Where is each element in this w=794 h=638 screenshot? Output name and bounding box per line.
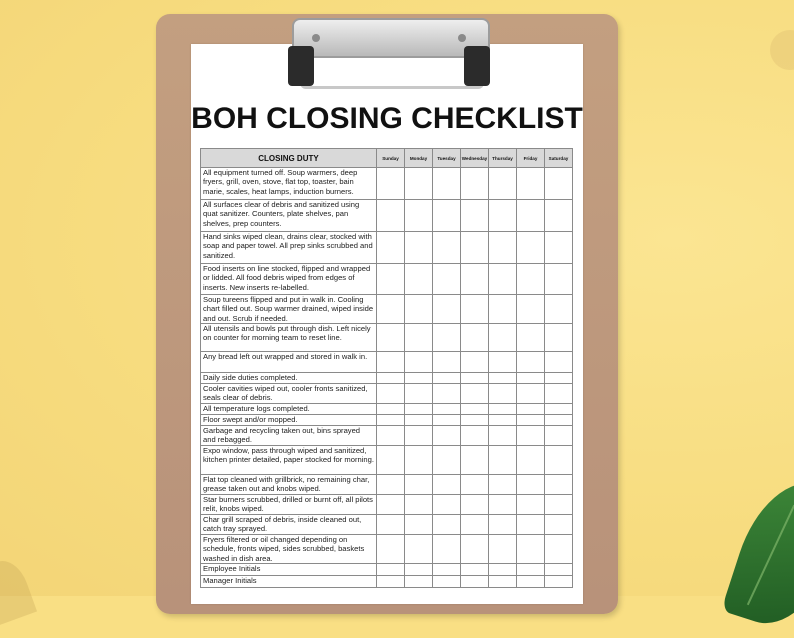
check-cell-saturday[interactable] <box>545 515 573 535</box>
check-cell-saturday[interactable] <box>545 324 573 352</box>
table-row <box>201 232 573 264</box>
check-cell-wednesday[interactable] <box>461 515 489 535</box>
check-cell-monday[interactable] <box>405 564 433 576</box>
table-row <box>201 446 573 475</box>
check-cell-thursday[interactable] <box>489 264 517 295</box>
check-cell-tuesday[interactable] <box>433 352 461 373</box>
check-cell-thursday[interactable] <box>489 515 517 535</box>
table-row <box>201 295 573 324</box>
day-header-saturday: Saturday <box>545 149 573 168</box>
check-cell-thursday[interactable] <box>489 576 517 588</box>
check-cell-tuesday[interactable] <box>433 564 461 576</box>
closing-duty-text: Star burners scrubbed, drilled or burnt off, all pilots relit, knobs wiped. <box>201 495 377 515</box>
day-header-friday: Friday <box>517 149 545 168</box>
check-cell-monday[interactable] <box>405 415 433 426</box>
check-cell-wednesday[interactable] <box>461 404 489 415</box>
check-cell-monday[interactable] <box>405 324 433 352</box>
check-cell-sunday[interactable] <box>377 200 405 232</box>
day-header-thursday: Thursday <box>489 149 517 168</box>
clip-rivet <box>312 34 320 42</box>
check-cell-thursday[interactable] <box>489 446 517 475</box>
check-cell-sunday[interactable] <box>377 535 405 564</box>
check-cell-thursday[interactable] <box>489 495 517 515</box>
table-row <box>201 426 573 446</box>
check-cell-monday[interactable] <box>405 200 433 232</box>
check-cell-thursday[interactable] <box>489 200 517 232</box>
check-cell-tuesday[interactable] <box>433 200 461 232</box>
closing-duty-text: Employee Initials <box>201 564 377 576</box>
check-cell-tuesday[interactable] <box>433 446 461 475</box>
table-row <box>201 168 573 200</box>
check-cell-sunday[interactable] <box>377 564 405 576</box>
closing-duty-text: Floor swept and/or mopped. <box>201 415 377 426</box>
check-cell-friday[interactable] <box>517 446 545 475</box>
check-cell-wednesday[interactable] <box>461 295 489 324</box>
check-cell-friday[interactable] <box>517 535 545 564</box>
closing-duty-text: All surfaces clear of debris and sanitized using quat sanitizer. Counters, plate shelves, pan shelves, prep counters. <box>201 200 377 232</box>
check-cell-wednesday[interactable] <box>461 576 489 588</box>
check-cell-monday[interactable] <box>405 295 433 324</box>
check-cell-wednesday[interactable] <box>461 446 489 475</box>
check-cell-monday[interactable] <box>405 404 433 415</box>
check-cell-wednesday[interactable] <box>461 495 489 515</box>
check-cell-saturday[interactable] <box>545 352 573 373</box>
check-cell-saturday[interactable] <box>545 564 573 576</box>
check-cell-saturday[interactable] <box>545 264 573 295</box>
check-cell-thursday[interactable] <box>489 295 517 324</box>
check-cell-thursday[interactable] <box>489 168 517 200</box>
closing-duty-text: All equipment turned off. Soup warmers, deep fryers, grill, oven, stove, flat top, toaster, bain marie, scales, heat lamps, induction burners. <box>201 168 377 200</box>
clip-wire <box>300 66 484 89</box>
table-row <box>201 324 573 352</box>
check-cell-sunday[interactable] <box>377 168 405 200</box>
check-cell-friday[interactable] <box>517 373 545 384</box>
clip-arm-left <box>288 46 314 86</box>
checklist-table <box>200 148 573 588</box>
check-cell-monday[interactable] <box>405 384 433 404</box>
closing-duty-text: Flat top cleaned with grillbrick, no remaining char, grease taken out and knobs wiped. <box>201 475 377 495</box>
check-cell-friday[interactable] <box>517 576 545 588</box>
check-cell-wednesday[interactable] <box>461 352 489 373</box>
closing-duty-text: Manager Initials <box>201 576 377 588</box>
table-row <box>201 373 573 384</box>
check-cell-saturday[interactable] <box>545 475 573 495</box>
check-cell-friday[interactable] <box>517 295 545 324</box>
day-header-monday: Monday <box>405 149 433 168</box>
check-cell-wednesday[interactable] <box>461 415 489 426</box>
check-cell-saturday[interactable] <box>545 446 573 475</box>
check-cell-monday[interactable] <box>405 495 433 515</box>
check-cell-thursday[interactable] <box>489 373 517 384</box>
check-cell-sunday[interactable] <box>377 446 405 475</box>
check-cell-friday[interactable] <box>517 324 545 352</box>
check-cell-wednesday[interactable] <box>461 232 489 264</box>
check-cell-tuesday[interactable] <box>433 576 461 588</box>
clip-arm-right <box>464 46 490 86</box>
check-cell-saturday[interactable] <box>545 200 573 232</box>
check-cell-thursday[interactable] <box>489 426 517 446</box>
closing-duty-text: All temperature logs completed. <box>201 404 377 415</box>
check-cell-thursday[interactable] <box>489 324 517 352</box>
check-cell-tuesday[interactable] <box>433 415 461 426</box>
check-cell-monday[interactable] <box>405 373 433 384</box>
table-row <box>201 352 573 373</box>
check-cell-sunday[interactable] <box>377 475 405 495</box>
closing-duty-text: Char grill scraped of debris, inside cleaned out, catch tray sprayed. <box>201 515 377 535</box>
check-cell-saturday[interactable] <box>545 404 573 415</box>
closing-duty-text: Hand sinks wiped clean, drains clear, stocked with soap and paper towel. All prep sinks scrubbed and sanitized. <box>201 232 377 264</box>
check-cell-saturday[interactable] <box>545 384 573 404</box>
check-cell-friday[interactable] <box>517 168 545 200</box>
check-cell-tuesday[interactable] <box>433 324 461 352</box>
check-cell-monday[interactable] <box>405 264 433 295</box>
check-cell-thursday[interactable] <box>489 535 517 564</box>
table-row <box>201 475 573 495</box>
check-cell-sunday[interactable] <box>377 415 405 426</box>
check-cell-wednesday[interactable] <box>461 384 489 404</box>
table-row <box>201 515 573 535</box>
check-cell-tuesday[interactable] <box>433 295 461 324</box>
table-row <box>201 576 573 588</box>
check-cell-tuesday[interactable] <box>433 495 461 515</box>
check-cell-sunday[interactable] <box>377 264 405 295</box>
check-cell-friday[interactable] <box>517 200 545 232</box>
check-cell-monday[interactable] <box>405 426 433 446</box>
check-cell-wednesday[interactable] <box>461 200 489 232</box>
table-row <box>201 535 573 564</box>
closing-duty-text: Expo window, pass through wiped and sanitized, kitchen printer detailed, paper stocked for morning. <box>201 446 377 475</box>
check-cell-sunday[interactable] <box>377 426 405 446</box>
check-cell-monday[interactable] <box>405 576 433 588</box>
closing-duty-text: Cooler cavities wiped out, cooler fronts sanitized, seals clear of debris. <box>201 384 377 404</box>
table-row <box>201 415 573 426</box>
check-cell-sunday[interactable] <box>377 324 405 352</box>
check-cell-saturday[interactable] <box>545 373 573 384</box>
check-cell-thursday[interactable] <box>489 352 517 373</box>
check-cell-friday[interactable] <box>517 564 545 576</box>
check-cell-wednesday[interactable] <box>461 475 489 495</box>
table-row <box>201 495 573 515</box>
table-row <box>201 264 573 295</box>
check-cell-thursday[interactable] <box>489 415 517 426</box>
check-cell-monday[interactable] <box>405 446 433 475</box>
clip-rivet <box>458 34 466 42</box>
check-cell-thursday[interactable] <box>489 404 517 415</box>
check-cell-wednesday[interactable] <box>461 264 489 295</box>
check-cell-monday[interactable] <box>405 475 433 495</box>
table-row <box>201 200 573 232</box>
closing-duty-text: Garbage and recycling taken out, bins sprayed and rebagged. <box>201 426 377 446</box>
check-cell-tuesday[interactable] <box>433 168 461 200</box>
check-cell-sunday[interactable] <box>377 232 405 264</box>
check-cell-wednesday[interactable] <box>461 373 489 384</box>
check-cell-friday[interactable] <box>517 384 545 404</box>
check-cell-friday[interactable] <box>517 352 545 373</box>
check-cell-monday[interactable] <box>405 515 433 535</box>
check-cell-wednesday[interactable] <box>461 168 489 200</box>
check-cell-monday[interactable] <box>405 168 433 200</box>
check-cell-wednesday[interactable] <box>461 564 489 576</box>
check-cell-friday[interactable] <box>517 515 545 535</box>
closing-duty-text: All utensils and bowls put through dish. Left nicely on counter for morning team to reset line. <box>201 324 377 352</box>
clipboard-clip <box>284 14 494 76</box>
check-cell-sunday[interactable] <box>377 576 405 588</box>
closing-duty-header: CLOSING DUTY <box>201 149 377 168</box>
check-cell-saturday[interactable] <box>545 232 573 264</box>
check-cell-tuesday[interactable] <box>433 264 461 295</box>
check-cell-sunday[interactable] <box>377 515 405 535</box>
check-cell-tuesday[interactable] <box>433 535 461 564</box>
check-cell-sunday[interactable] <box>377 352 405 373</box>
check-cell-monday[interactable] <box>405 352 433 373</box>
check-cell-saturday[interactable] <box>545 576 573 588</box>
check-cell-friday[interactable] <box>517 495 545 515</box>
closing-duty-text: Daily side duties completed. <box>201 373 377 384</box>
check-cell-sunday[interactable] <box>377 384 405 404</box>
check-cell-monday[interactable] <box>405 232 433 264</box>
closing-duty-text: Soup tureens flipped and put in walk in. Cooling chart filled out. Soup warmer drained, wiped inside and out. Scrub if needed. <box>201 295 377 324</box>
check-cell-tuesday[interactable] <box>433 232 461 264</box>
check-cell-saturday[interactable] <box>545 535 573 564</box>
table-header-row <box>201 149 573 168</box>
day-header-sunday: Sunday <box>377 149 405 168</box>
check-cell-saturday[interactable] <box>545 415 573 426</box>
check-cell-saturday[interactable] <box>545 295 573 324</box>
table-row <box>201 404 573 415</box>
check-cell-saturday[interactable] <box>545 168 573 200</box>
check-cell-saturday[interactable] <box>545 426 573 446</box>
check-cell-sunday[interactable] <box>377 295 405 324</box>
check-cell-tuesday[interactable] <box>433 475 461 495</box>
check-cell-friday[interactable] <box>517 475 545 495</box>
check-cell-thursday[interactable] <box>489 475 517 495</box>
check-cell-sunday[interactable] <box>377 373 405 384</box>
page-title: BOH CLOSING CHECKLIST <box>191 102 583 135</box>
check-cell-tuesday[interactable] <box>433 426 461 446</box>
check-cell-tuesday[interactable] <box>433 515 461 535</box>
check-cell-thursday[interactable] <box>489 232 517 264</box>
check-cell-wednesday[interactable] <box>461 324 489 352</box>
check-cell-wednesday[interactable] <box>461 535 489 564</box>
check-cell-thursday[interactable] <box>489 384 517 404</box>
table-row <box>201 564 573 576</box>
day-header-wednesday: Wednesday <box>461 149 489 168</box>
table-row <box>201 384 573 404</box>
check-cell-friday[interactable] <box>517 404 545 415</box>
check-cell-friday[interactable] <box>517 415 545 426</box>
check-cell-friday[interactable] <box>517 426 545 446</box>
check-cell-monday[interactable] <box>405 535 433 564</box>
check-cell-thursday[interactable] <box>489 564 517 576</box>
check-cell-tuesday[interactable] <box>433 384 461 404</box>
check-cell-sunday[interactable] <box>377 495 405 515</box>
check-cell-saturday[interactable] <box>545 495 573 515</box>
closing-duty-text: Any bread left out wrapped and stored in walk in. <box>201 352 377 373</box>
day-header-tuesday: Tuesday <box>433 149 461 168</box>
closing-duty-text: Food inserts on line stocked, flipped and wrapped or lidded. All food debris wiped from edges of inserts. New inserts re-labelled. <box>201 264 377 295</box>
check-cell-friday[interactable] <box>517 264 545 295</box>
check-cell-tuesday[interactable] <box>433 373 461 384</box>
check-cell-wednesday[interactable] <box>461 426 489 446</box>
check-cell-sunday[interactable] <box>377 404 405 415</box>
check-cell-friday[interactable] <box>517 232 545 264</box>
closing-duty-text: Fryers filtered or oil changed depending on schedule, fronts wiped, sides scrubbed, baskets washed in dish area. <box>201 535 377 564</box>
check-cell-tuesday[interactable] <box>433 404 461 415</box>
